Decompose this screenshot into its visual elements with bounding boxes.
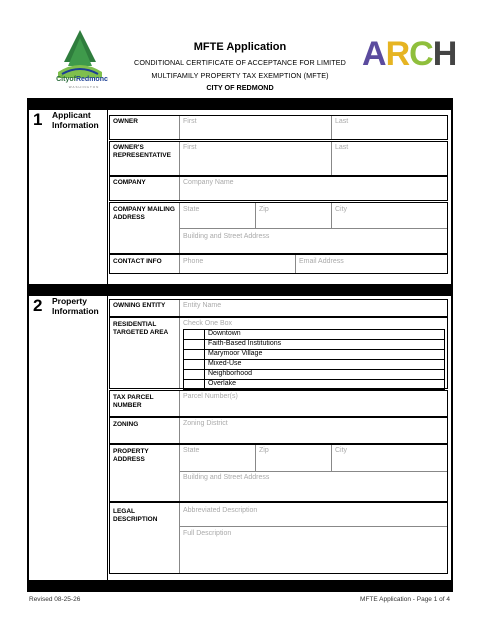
rep-field-divider <box>331 142 332 175</box>
area-hint: Check One Box <box>183 320 233 327</box>
address-row-divider <box>180 471 447 472</box>
address-state-field[interactable]: State <box>183 447 200 454</box>
mailing-state-field[interactable]: State <box>183 206 200 213</box>
company-label: COMPANY <box>113 179 146 186</box>
tax-parcel-label: TAX PARCEL NUMBER <box>113 394 154 409</box>
subtitle-city: CITY OF REDMOND <box>206 83 274 92</box>
parcel-label-divider <box>179 391 180 416</box>
owner-last-field[interactable]: Last <box>335 118 349 125</box>
owner-first-field[interactable]: First <box>183 118 197 125</box>
checkbox[interactable] <box>184 360 205 369</box>
section-2-label: Property Information <box>52 296 99 316</box>
owner-label-divider <box>179 116 180 139</box>
address-city-field[interactable]: City <box>335 447 348 454</box>
area-option-neighborhood[interactable]: Neighborhood <box>184 370 444 380</box>
arch-logo <box>362 37 456 71</box>
arch-logo-h: H <box>432 35 457 73</box>
contact-label-divider <box>179 255 180 273</box>
legal-full-field[interactable]: Full Description <box>183 530 232 537</box>
checkbox[interactable] <box>184 370 205 379</box>
address-state-divider <box>255 445 256 471</box>
form-bottom-bar <box>27 580 453 592</box>
revision-date: Revised 08-25-26 <box>29 596 81 603</box>
checkbox[interactable] <box>184 340 205 349</box>
zoning-label-divider <box>179 418 180 443</box>
subtitle-line-1: CONDITIONAL CERTIFICATE OF ACCEPTANCE FOR LIMITED <box>134 58 346 67</box>
property-address-label: PROPERTY ADDRESS <box>113 448 149 463</box>
company-label-divider <box>179 177 180 200</box>
checkbox[interactable] <box>184 350 205 359</box>
arch-logo-c: C <box>409 35 433 73</box>
checkbox[interactable] <box>184 380 205 389</box>
area-option-overlake[interactable]: Overlake <box>184 380 444 389</box>
frame-right-border <box>451 98 453 592</box>
address-street-field[interactable]: Building and Street Address <box>183 474 270 481</box>
mailing-city-field[interactable]: City <box>335 206 348 213</box>
subtitle-line-2: MULTIFAMILY PROPERTY TAX EXEMPTION (MFTE) <box>151 71 329 80</box>
owner-label: OWNER <box>113 118 138 125</box>
mailing-zip-divider <box>331 203 332 228</box>
arch-logo-r: R <box>385 35 410 73</box>
address-zip-field[interactable]: Zip <box>259 447 269 454</box>
rep-first-field[interactable]: First <box>183 144 197 151</box>
legal-description-label: LEGAL DESCRIPTION <box>113 508 158 523</box>
contact-email-field[interactable]: Email Address <box>299 258 344 265</box>
mailing-address-label: COMPANY MAILING ADDRESS <box>113 206 175 221</box>
section-1-number: 1 <box>33 110 43 129</box>
contact-phone-field[interactable]: Phone <box>183 258 204 265</box>
area-label-divider <box>179 318 180 388</box>
legal-label-divider <box>179 503 180 573</box>
section-2-divider <box>107 296 108 580</box>
checkbox[interactable] <box>184 330 205 339</box>
owning-entity-label: OWNING ENTITY <box>113 302 166 309</box>
parcel-number-field[interactable]: Parcel Number(s) <box>183 393 238 400</box>
rep-last-field[interactable]: Last <box>335 144 349 151</box>
section-1-top-bar <box>27 98 453 110</box>
contact-field-divider <box>295 255 296 273</box>
section-1-divider <box>107 110 108 284</box>
owner-field-divider <box>331 116 332 139</box>
rep-label-divider <box>179 142 180 175</box>
redmond-logo-wordmark: CityofRedmonc <box>56 76 108 83</box>
mailing-zip-field[interactable]: Zip <box>259 206 269 213</box>
mailing-row-divider <box>180 228 447 229</box>
entity-label-divider <box>179 300 180 316</box>
zoning-label: ZONING <box>113 421 139 428</box>
representative-label: OWNER'S REPRESENTATIVE <box>113 144 171 159</box>
company-name-field[interactable]: Company Name <box>183 179 234 186</box>
address-zip-divider <box>331 445 332 471</box>
address-label-divider <box>179 445 180 501</box>
mailing-street-field[interactable]: Building and Street Address <box>183 233 270 240</box>
zoning-district-field[interactable]: Zoning District <box>183 420 228 427</box>
page-title: MFTE Application <box>193 41 287 53</box>
arch-logo-a: A <box>362 35 386 73</box>
legal-row-divider <box>180 526 447 527</box>
area-option-downtown[interactable]: Downtown <box>184 330 444 340</box>
entity-name-field[interactable]: Entity Name <box>183 302 222 309</box>
page-number: MFTE Application - Page 1 of 4 <box>360 596 450 603</box>
legal-abbrev-field[interactable]: Abbreviated Description <box>183 507 258 514</box>
section-2-number: 2 <box>33 296 43 315</box>
section-1-label: Applicant Information <box>52 110 99 130</box>
redmond-logo-subtitle: WASHINGTON <box>68 85 100 89</box>
area-option-mixed-use[interactable]: Mixed-Use <box>184 360 444 370</box>
area-option-marymoor[interactable]: Marymoor Village <box>184 350 444 360</box>
mailing-state-divider <box>255 203 256 228</box>
targeted-area-label: RESIDENTIAL TARGETED AREA <box>113 321 169 336</box>
area-option-faith-based[interactable]: Faith-Based Institutions <box>184 340 444 350</box>
targeted-area-options <box>183 329 445 390</box>
contact-info-label: CONTACT INFO <box>113 258 162 265</box>
frame-left-border <box>27 98 29 592</box>
section-2-top-bar <box>27 284 453 296</box>
